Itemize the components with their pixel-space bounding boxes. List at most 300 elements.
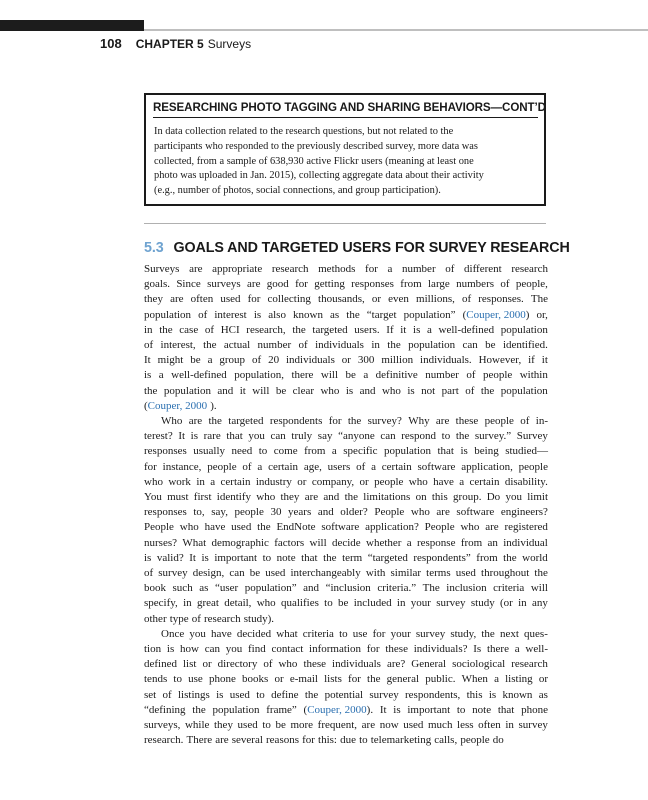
word: in <box>505 719 514 732</box>
word: the <box>292 323 306 336</box>
word: It <box>189 551 196 564</box>
word: decided <box>236 627 272 640</box>
word: are <box>436 506 450 519</box>
word: specific <box>343 445 378 458</box>
word: to <box>262 551 272 564</box>
word: the <box>323 551 337 564</box>
word: for <box>144 460 157 473</box>
word: of <box>520 415 530 428</box>
word: is <box>166 643 175 656</box>
word: population <box>500 323 548 336</box>
word: people <box>207 460 237 473</box>
citation-link[interactable]: Couper, 2000 <box>466 308 526 321</box>
word: now <box>379 719 399 732</box>
word: decide <box>331 536 361 549</box>
word: and <box>323 491 340 504</box>
text-line <box>144 642 548 657</box>
word: a <box>257 460 263 473</box>
word: respondents <box>269 415 323 428</box>
word: or, <box>536 308 548 321</box>
word: industry <box>255 475 292 488</box>
word: phone <box>521 703 548 716</box>
word: for <box>372 627 386 640</box>
word: lists <box>324 673 342 686</box>
paragraph <box>144 414 548 627</box>
word: these <box>385 643 408 656</box>
word: who <box>278 658 298 671</box>
word: a <box>494 673 499 686</box>
word: who <box>381 384 401 397</box>
word: is <box>460 445 468 458</box>
word: qualifies <box>280 597 319 610</box>
word: a <box>427 323 432 336</box>
text-line <box>144 536 548 551</box>
text-line <box>144 368 548 383</box>
word: a <box>459 475 465 488</box>
word: or <box>274 673 284 686</box>
word: people <box>518 460 548 473</box>
word: Since <box>176 278 201 291</box>
word: who <box>408 475 428 488</box>
word: research <box>511 658 548 671</box>
word: of <box>445 263 455 275</box>
word: directory <box>217 658 258 671</box>
word: note <box>276 551 296 564</box>
word: frequent, <box>317 719 358 732</box>
word: “defining <box>144 703 186 716</box>
word: world <box>522 551 548 564</box>
word: book <box>144 582 166 595</box>
word: what <box>276 627 298 640</box>
word: you <box>225 643 243 656</box>
word: rare <box>203 430 221 443</box>
word: terms <box>426 567 451 580</box>
word: to <box>339 627 348 640</box>
paragraph <box>144 627 548 749</box>
text-line <box>144 520 548 535</box>
word: design, <box>192 567 225 580</box>
word: of <box>356 460 366 473</box>
word: Survey <box>516 430 548 443</box>
word: users. <box>354 323 380 336</box>
word: research <box>204 612 241 625</box>
page-number: 108 <box>100 36 122 51</box>
word: software <box>417 460 456 473</box>
word: 30 <box>270 506 282 519</box>
word: information <box>309 643 361 656</box>
text-line <box>144 688 548 703</box>
word: different <box>464 263 502 275</box>
word: of <box>466 369 476 382</box>
word: included <box>353 597 392 610</box>
word: that <box>301 551 318 564</box>
word: books <box>242 673 269 686</box>
word: Who <box>161 415 183 428</box>
word: numbers <box>456 278 495 291</box>
word: the <box>347 415 362 428</box>
word: can <box>380 430 396 443</box>
word: be <box>190 354 201 367</box>
word: you <box>505 491 522 504</box>
citation-link[interactable]: Couper, 2000 <box>147 399 208 412</box>
word: for <box>247 293 261 306</box>
text-line <box>144 612 548 627</box>
word: from <box>400 278 422 291</box>
word: good <box>266 278 289 291</box>
word: engineers? <box>500 506 548 519</box>
text-line <box>144 733 548 748</box>
word: be <box>275 384 287 397</box>
header-accent-bar <box>0 20 144 31</box>
word: of <box>500 278 510 291</box>
word: do <box>492 734 504 747</box>
word: (Couper, 2000). <box>303 703 374 716</box>
word: and <box>317 506 334 519</box>
text-line <box>144 475 548 490</box>
word: listings <box>178 688 210 701</box>
word: the <box>144 384 158 397</box>
text-line <box>144 566 548 581</box>
text-line <box>144 323 548 338</box>
word: a <box>207 354 213 367</box>
word: are <box>170 293 184 306</box>
word: they <box>214 719 233 732</box>
word: interest <box>214 308 247 321</box>
text-line <box>144 308 548 323</box>
word: criteria <box>302 627 334 640</box>
word: more <box>290 719 314 732</box>
word: a <box>210 475 216 488</box>
word: are <box>304 491 319 504</box>
header-rule <box>144 29 648 31</box>
word: If <box>386 323 394 336</box>
word: group <box>219 354 246 367</box>
text-line <box>144 399 548 414</box>
word: to <box>258 445 268 458</box>
text-line <box>144 384 548 399</box>
word: of <box>298 339 308 352</box>
word: is <box>144 551 152 564</box>
word: e-mail <box>289 673 318 686</box>
word: sociological <box>452 658 506 671</box>
word: When <box>461 673 488 686</box>
word: in <box>144 323 153 336</box>
word: are <box>188 415 203 428</box>
word: of <box>144 339 154 352</box>
word: can <box>229 567 245 580</box>
word: within <box>519 369 548 382</box>
word: people <box>374 475 404 488</box>
word: You <box>144 491 162 504</box>
word: interchangeably <box>290 567 361 580</box>
word: truly <box>291 430 313 443</box>
word: how <box>180 643 199 656</box>
word: it <box>400 323 407 336</box>
text-line <box>144 703 548 718</box>
text-line <box>144 444 548 459</box>
word: certain <box>220 475 251 488</box>
word: criteria <box>493 582 525 595</box>
word: a <box>387 263 393 275</box>
word: next <box>499 627 519 640</box>
word: from <box>304 445 326 458</box>
word: they <box>144 293 163 306</box>
word: or <box>297 475 307 488</box>
word: The <box>422 582 440 595</box>
word: However, <box>478 354 522 367</box>
word: is <box>488 688 497 701</box>
word: (or <box>500 597 513 610</box>
chapter-label: CHAPTER 5 <box>135 37 204 51</box>
word: work <box>168 475 191 488</box>
word: the <box>208 415 222 428</box>
word: define <box>271 688 299 701</box>
word: other <box>144 612 167 625</box>
word: or <box>359 475 369 488</box>
word: people <box>460 734 490 747</box>
word: be <box>275 719 286 732</box>
word: are? <box>386 658 406 671</box>
word: who <box>256 491 276 504</box>
word: users <box>327 460 351 473</box>
word: who <box>460 521 480 534</box>
word: nurses? <box>144 536 177 549</box>
word: be <box>338 597 349 610</box>
word: your <box>410 597 431 610</box>
word: certain <box>381 460 412 473</box>
word: is <box>201 551 209 564</box>
word: surveys <box>207 278 241 291</box>
word: well- <box>525 643 548 656</box>
word: first <box>193 491 212 504</box>
word: people <box>234 506 264 519</box>
word: survey <box>415 627 446 640</box>
word: are <box>189 263 203 275</box>
word: targeted <box>312 323 348 336</box>
chapter-title: Surveys <box>207 37 252 51</box>
word: often <box>190 293 214 306</box>
word: contact <box>271 643 304 656</box>
word: less <box>457 719 474 732</box>
section-heading <box>144 240 570 256</box>
word: who <box>179 521 199 534</box>
running-header <box>100 36 251 54</box>
word: clear <box>292 384 315 397</box>
word: there <box>486 643 509 656</box>
word: a <box>158 369 164 382</box>
word: potential <box>324 688 364 701</box>
word: It <box>178 430 186 443</box>
word: Do <box>486 491 501 504</box>
word: number <box>257 339 292 352</box>
word: of <box>204 323 215 336</box>
word: Is <box>473 643 482 656</box>
word: a <box>363 369 369 382</box>
word: demographic <box>211 536 269 549</box>
word: population” <box>244 582 297 595</box>
word: is <box>407 384 415 397</box>
word: population <box>500 384 548 397</box>
word: of <box>144 567 154 580</box>
text-line <box>144 460 548 475</box>
word: tends <box>144 673 168 686</box>
word: you <box>189 627 206 640</box>
word: well-defined <box>171 369 227 382</box>
word: of <box>198 308 208 321</box>
box-line: (e.g., number of photos, social connections, and group participation). <box>154 185 441 197</box>
word: survey <box>518 719 548 732</box>
word: “targeted <box>367 551 408 564</box>
word: is <box>413 323 421 336</box>
word: criteria.” <box>377 582 417 595</box>
word: great <box>196 597 219 610</box>
word: not <box>421 384 436 397</box>
word: instance, <box>162 460 202 473</box>
word: ques- <box>524 627 548 640</box>
citation-link[interactable]: Couper, 2000 <box>307 703 367 716</box>
word: need <box>231 445 253 458</box>
word: calls, <box>434 734 458 747</box>
word: individuals. <box>420 354 472 367</box>
word: the <box>481 627 495 640</box>
word: population” <box>403 308 456 321</box>
word: they <box>280 491 300 504</box>
word: are <box>435 415 450 428</box>
word: to <box>324 597 333 610</box>
word: population <box>408 339 456 352</box>
word: reasons <box>266 734 300 747</box>
word: the <box>257 521 271 534</box>
word: the <box>534 567 548 580</box>
word: “user <box>214 582 239 595</box>
word: individuals <box>332 658 381 671</box>
word: There <box>186 734 213 747</box>
word: while <box>184 719 210 732</box>
word: a <box>514 643 520 656</box>
word: the <box>192 703 206 716</box>
word: years <box>288 506 312 519</box>
word: and <box>359 384 376 397</box>
word: responses <box>144 506 187 519</box>
word: respondents” <box>413 551 471 564</box>
text-line <box>144 490 548 505</box>
word: come <box>273 445 298 458</box>
word: interest, <box>160 339 196 352</box>
word: to <box>173 673 182 686</box>
word: used <box>231 521 252 534</box>
word: known <box>293 308 323 321</box>
word: responses <box>144 445 187 458</box>
word: It <box>379 703 387 716</box>
word: of <box>251 354 262 367</box>
section-number: 5.3 <box>144 240 164 256</box>
word: research. <box>144 734 184 747</box>
text-line <box>144 672 548 687</box>
word: be <box>345 369 356 382</box>
word: it <box>541 354 548 367</box>
word: in <box>518 597 527 610</box>
word: can <box>462 339 478 352</box>
word: from <box>476 551 498 564</box>
word: might <box>157 354 184 367</box>
word: for <box>302 734 315 747</box>
word: case <box>179 323 199 336</box>
word: number <box>425 369 459 382</box>
word: or <box>202 658 212 671</box>
word: survey <box>369 688 399 701</box>
word: limit <box>527 491 548 504</box>
word: is <box>216 688 224 701</box>
word: will <box>309 536 327 549</box>
word: “anyone <box>338 430 375 443</box>
word: age, <box>303 460 322 473</box>
word: company, <box>311 475 355 488</box>
word: must <box>167 491 189 504</box>
word: used <box>265 567 286 580</box>
sidebar-box <box>144 93 546 206</box>
word: that <box>497 703 515 716</box>
word: well-defined <box>438 323 495 336</box>
word: also <box>268 308 286 321</box>
word: study). <box>243 612 274 625</box>
word: general <box>386 673 420 686</box>
box-line: photo was uploaded in Jan. 2015), collecting aggregate data about their activity <box>154 170 484 182</box>
word: response <box>416 536 456 549</box>
word: use <box>352 627 368 640</box>
word: the <box>344 491 359 504</box>
word: for <box>365 263 378 275</box>
sidebar-box-title: RESEARCHING PHOTO TAGGING AND SHARING BEHAVIORS—CONT’D <box>153 101 538 118</box>
word: of <box>191 612 201 625</box>
text-line <box>144 353 548 368</box>
word: Surveys <box>144 263 180 275</box>
word: used <box>403 719 424 732</box>
word: to <box>456 703 466 716</box>
word: certain <box>268 460 299 473</box>
word: survey <box>158 567 188 580</box>
word: population <box>383 445 432 458</box>
word: The <box>530 293 548 306</box>
text-line <box>144 627 548 642</box>
word: whether <box>366 536 402 549</box>
word: identify <box>216 491 251 504</box>
word: tion <box>144 643 162 656</box>
word: is <box>345 384 354 397</box>
text-line <box>144 505 548 520</box>
word: used <box>455 567 476 580</box>
word: are <box>215 734 229 747</box>
word: who <box>144 475 163 488</box>
word: have <box>211 627 232 640</box>
word: study <box>470 597 495 610</box>
word: million <box>381 354 414 367</box>
word: studied— <box>505 445 548 458</box>
word: of <box>461 293 472 306</box>
word: the <box>387 339 401 352</box>
word: to <box>256 688 265 701</box>
word: targeted <box>228 415 264 428</box>
word: this <box>431 491 448 504</box>
word: research <box>511 263 548 275</box>
word: say, <box>211 506 228 519</box>
word: who <box>256 597 276 610</box>
word: individual <box>503 536 548 549</box>
word: People <box>424 521 455 534</box>
word: type <box>169 612 189 625</box>
text-line <box>144 277 548 292</box>
word: public. <box>425 673 456 686</box>
word: is <box>253 308 262 321</box>
